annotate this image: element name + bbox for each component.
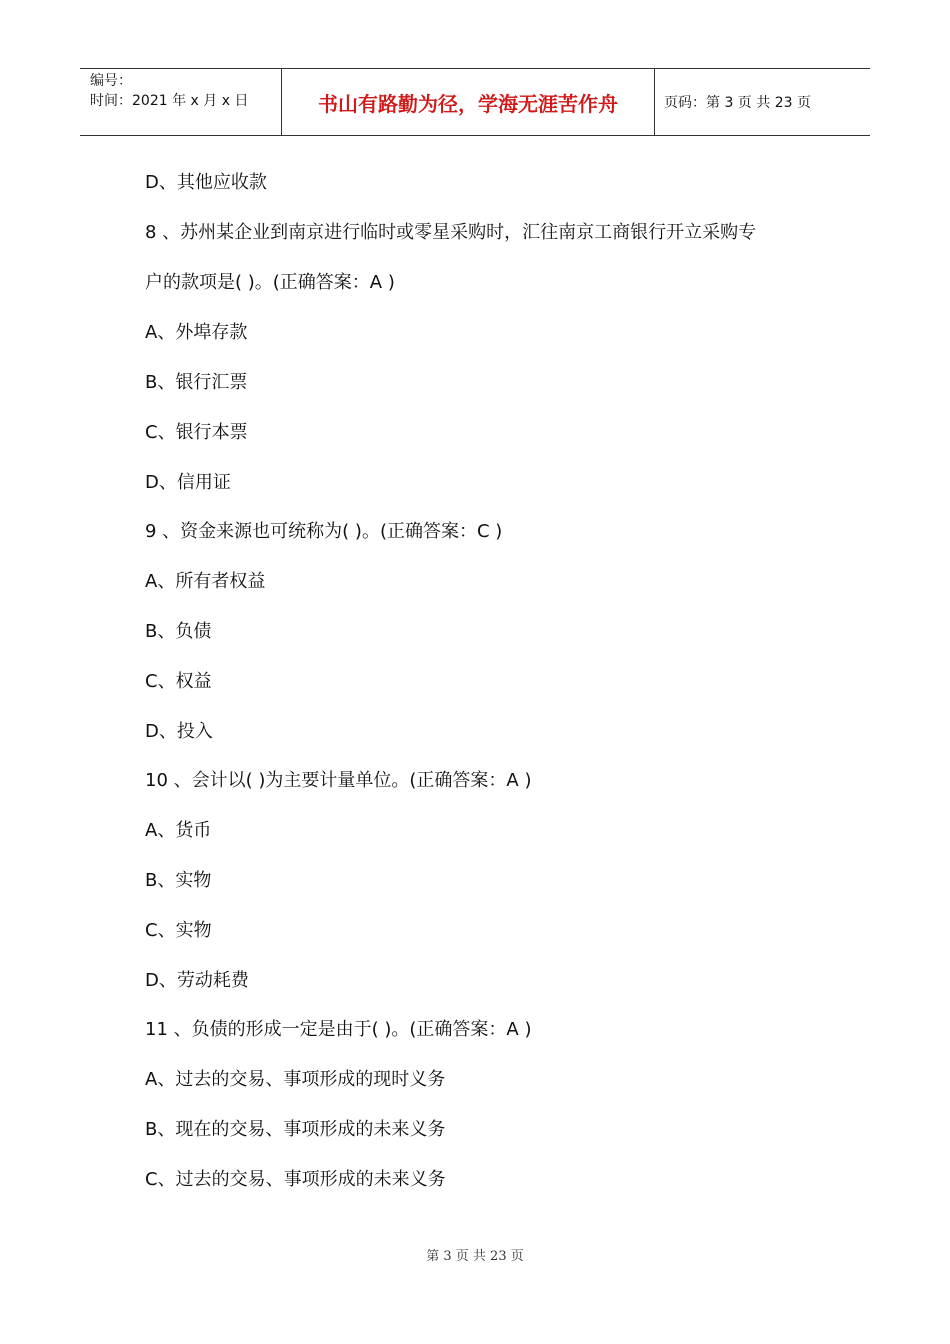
question-line: C、银行本票 (145, 422, 248, 443)
question-line: C、实物 (145, 920, 212, 941)
question-line: 11 、负债的形成一定是由于( )。(正确答案：A ) (145, 1019, 532, 1040)
question-line: C、过去的交易、事项形成的未来义务 (145, 1169, 446, 1190)
question-line: A、过去的交易、事项形成的现时义务 (145, 1069, 446, 1090)
document-number-label: 编号： (90, 73, 132, 89)
header-page-indicator: 页码：第 3 页 共 23 页 (664, 95, 811, 111)
page-header (80, 68, 870, 136)
question-line: 9 、资金来源也可统称为( )。(正确答案：C ) (145, 521, 503, 542)
page-footer: 第 3 页 共 23 页 (426, 1249, 524, 1264)
document-time-label: 时间：2021 年 x 月 x 日 (90, 93, 249, 109)
question-line: B、现在的交易、事项形成的未来义务 (145, 1119, 446, 1140)
header-motto: 书山有路勤为径，学海无涯苦作舟 (282, 69, 655, 135)
question-line: 8 、苏州某企业到南京进行临时或零星采购时，汇往南京工商银行开立采购专 (145, 222, 757, 243)
question-line: 10 、会计以( )为主要计量单位。(正确答案：A ) (145, 770, 532, 791)
question-line: B、负债 (145, 621, 212, 642)
question-line: A、货币 (145, 820, 212, 841)
question-line: D、劳动耗费 (145, 970, 249, 991)
question-line: C、权益 (145, 671, 212, 692)
header-meta (80, 69, 282, 135)
question-line: D、投入 (145, 721, 213, 742)
question-line: A、所有者权益 (145, 571, 266, 592)
question-line: D、信用证 (145, 472, 231, 493)
question-line: D、其他应收款 (145, 172, 267, 193)
question-line: A、外埠存款 (145, 322, 248, 343)
question-line: B、银行汇票 (145, 372, 248, 393)
question-line: 户的款项是( )。(正确答案：A ) (145, 272, 395, 293)
question-line: B、实物 (145, 870, 212, 891)
